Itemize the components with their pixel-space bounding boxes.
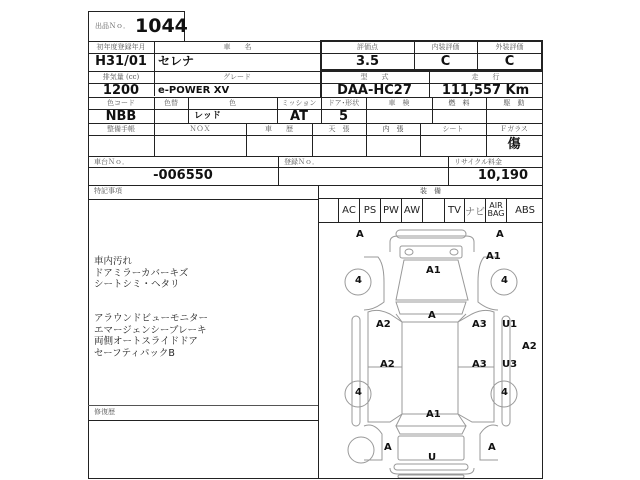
mark-hood: A1 — [426, 265, 441, 276]
mark-right-side: A2 — [522, 341, 537, 352]
recycle-label: リサイクル料金 — [454, 158, 503, 166]
model-label: 型 式 — [360, 73, 389, 81]
mark-front-left: A — [356, 229, 364, 240]
car-diagram — [318, 222, 543, 478]
nox-label: ＮＯＸ — [189, 125, 211, 133]
color-change-label: 色替 — [164, 99, 178, 107]
mark-right-sill-rear: U3 — [502, 359, 518, 370]
remark-line: ドアミラーカバーキズ — [94, 267, 189, 279]
color-value: レッド — [194, 111, 221, 121]
interior-value: C — [440, 54, 451, 69]
displacement-label: 排気量 (cc) — [102, 73, 140, 81]
transmission-value: AT — [290, 109, 308, 124]
chassis-label: 車台Ｎｏ． — [94, 158, 129, 166]
tyre-rear-right: 4 — [501, 387, 508, 398]
equip-airbag: AIR BAG — [485, 198, 506, 222]
mark-front-right-fender: A1 — [486, 251, 501, 262]
displacement-value: 1200 — [102, 83, 140, 98]
mark-left-rear-door: A2 — [380, 359, 395, 370]
lot-label: 出品Ｎｏ． — [95, 22, 130, 30]
history-label: 車 歴 — [265, 125, 293, 133]
mark-left-front-door: A2 — [376, 319, 391, 330]
registration-label: 登録Ｎｏ． — [284, 158, 319, 166]
first-reg-label: 初年度登録年月 — [96, 43, 146, 51]
interior-label: 内装評価 — [431, 43, 460, 51]
equipment-row — [318, 198, 543, 222]
fuel-label: 燃 料 — [448, 99, 470, 107]
mark-right-sill-front: U1 — [502, 319, 518, 330]
roof-label: 天 張 — [328, 125, 350, 133]
tyre-rear-left: 4 — [355, 387, 362, 398]
equipment-label: 装 備 — [420, 187, 441, 195]
fglass-label: Ｆガラス — [500, 125, 528, 133]
doors-value: 5 — [338, 109, 349, 124]
tyre-front-left: 4 — [355, 275, 362, 286]
equip-tv: TV — [444, 198, 464, 222]
exterior-value: C — [504, 54, 515, 69]
model-value: DAA-HC27 — [337, 83, 412, 98]
first-reg-value: H31/01 — [95, 54, 147, 69]
grade-label: グレード — [223, 73, 251, 81]
car-name-label: 車 名 — [223, 43, 252, 51]
chassis-value: -006550 — [153, 168, 213, 183]
seat-label: シート — [442, 125, 464, 133]
lot-number: 1044 — [135, 15, 188, 37]
repair-history-label: 修復歴 — [94, 408, 115, 416]
equip-blank-2 — [422, 198, 444, 222]
equip-ac: AC — [338, 198, 359, 222]
fglass-value: 傷 — [507, 137, 521, 152]
remarks-label: 特記事項 — [94, 187, 122, 195]
color-label: 色 — [229, 99, 236, 107]
score-value: 3.5 — [355, 54, 380, 69]
mark-right-rear-door: A3 — [472, 359, 487, 370]
equip-abs: ABS — [506, 198, 543, 222]
mark-trunk: A1 — [426, 409, 441, 420]
score-label: 評価点 — [357, 43, 378, 51]
equip-ps: PS — [359, 198, 380, 222]
remark-line: セーフティパックB — [94, 347, 175, 359]
mileage-label: 走 行 — [471, 73, 500, 81]
mark-rear-bumper: U — [428, 452, 437, 463]
equip-blank-1 — [318, 198, 338, 222]
mileage-value: 111,557 Km — [441, 83, 530, 98]
remark-line: エマージェンシーブレーキ — [94, 324, 207, 336]
remark-line: アラウンドビューモニター — [94, 313, 209, 324]
exterior-label: 外装評価 — [495, 43, 524, 51]
tyre-front-right: 4 — [501, 275, 508, 286]
car-name-value: セレナ — [158, 54, 195, 68]
mark-rear-right: A — [488, 442, 496, 453]
equip-navi: ナビ — [464, 198, 485, 222]
equip-aw: AW — [401, 198, 422, 222]
remark-line: シートシミ・ヘタリ — [94, 279, 180, 290]
drive-label: 駆 動 — [503, 99, 525, 107]
remarks-block-1 — [88, 256, 316, 291]
remarks-block-2 — [88, 313, 316, 359]
doors-label: ドア･形状 — [327, 99, 360, 107]
transmission-label: ミッション — [281, 99, 317, 107]
mark-rear-left: A — [384, 442, 392, 453]
inspection-label: 車 検 — [388, 99, 410, 107]
interior-trim-label: 内 張 — [382, 125, 404, 133]
mark-roof: A — [428, 310, 436, 321]
recycle-value: 10,190 — [477, 168, 528, 183]
mark-right-front-door: A3 — [472, 319, 487, 330]
mark-front-right: A — [496, 229, 504, 240]
color-code-value: NBB — [105, 109, 137, 124]
color-code-label: 色コード — [107, 99, 135, 107]
grade-value: e-POWER XV — [158, 85, 230, 96]
remark-line: 車内汚れ — [94, 256, 133, 267]
lot-number-box — [88, 11, 188, 42]
maintenance-label: 整備手帳 — [107, 125, 135, 133]
remark-line: 両側オートスライドドア — [94, 336, 198, 347]
equip-pw: PW — [380, 198, 401, 222]
